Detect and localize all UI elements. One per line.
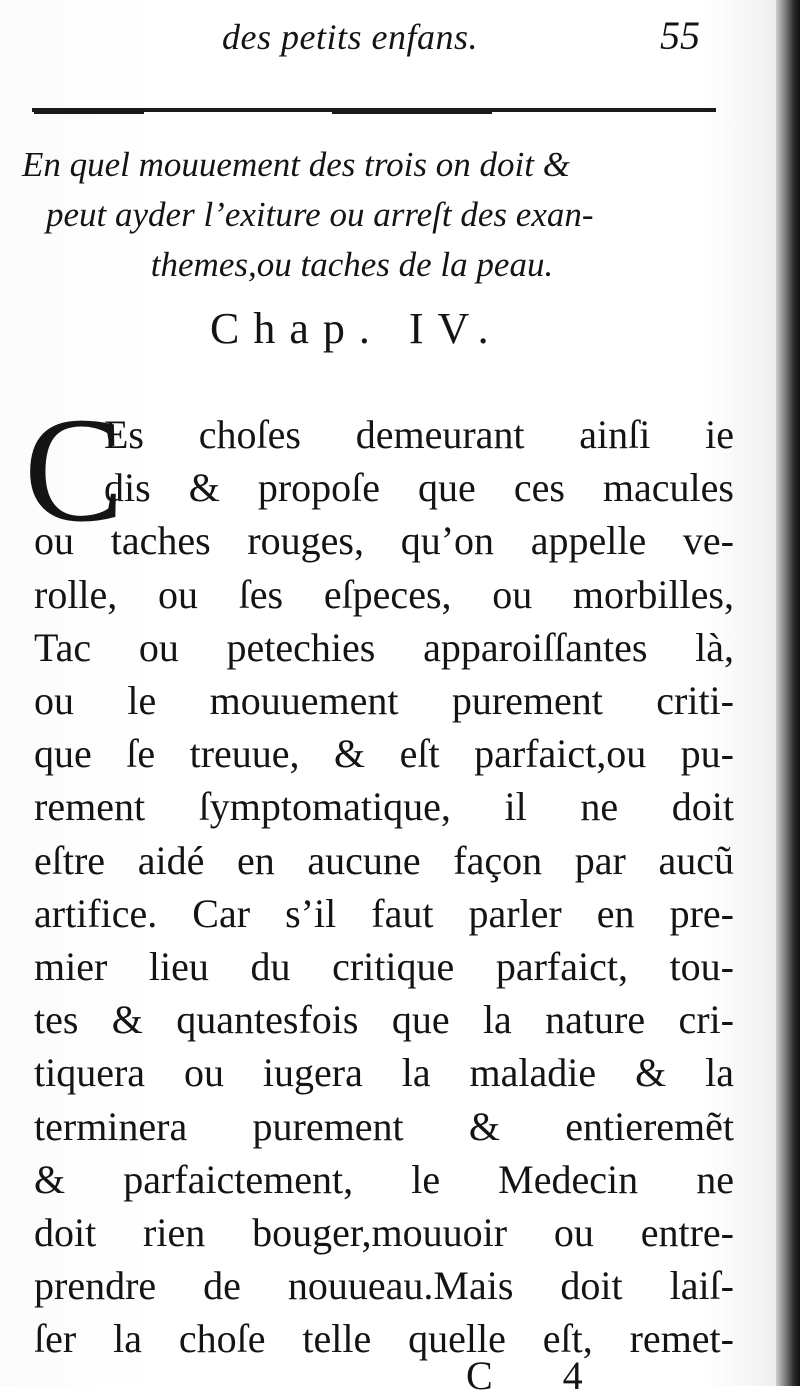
running-head: des petits enfans. [222, 17, 478, 57]
text-line: ou taches rouges, qu’on appelle ve- [34, 518, 734, 564]
subtitle-line: En quel mouuement des trois on doit & [22, 145, 570, 184]
text-line: ou le mouuement purement criti- [34, 678, 734, 724]
text-line: ſer la choſe telle quelle eſt, remet- [34, 1316, 734, 1362]
text-line: que ſe treuue, & eſt parfaict,ou pu- [34, 731, 734, 777]
text-line: artifice. Car s’il faut parler en pre- [34, 890, 734, 936]
drop-cap: C [24, 387, 125, 553]
header-rule [32, 107, 716, 116]
body-text [34, 408, 734, 1366]
text-line: eſtre aidé en aucune façon par aucũ [34, 837, 734, 883]
text-line: mier lieu du critique parfaict, tou- [34, 944, 734, 990]
book-spine-shadow [776, 0, 800, 1386]
text-line: rolle, ou ſes eſpeces, ou morbilles, [34, 571, 734, 617]
text-line: terminera purement & entieremẽt [34, 1103, 734, 1149]
text-line: tes & quantesfois que la nature cri- [34, 997, 734, 1043]
text-line: Es choſes demeurant ainſi ie [104, 412, 734, 457]
subtitle-line: themes,ou taches de la peau. [150, 245, 554, 284]
subtitle-line: peut ayder l’exiture ou arreſt des exan- [46, 195, 594, 234]
text-line: dis & propoſe que ces macules [104, 465, 734, 511]
text-line: & parfaictement, le Medecin ne [34, 1156, 734, 1202]
text-line: Tac ou petechies apparoiſſantes là, [34, 624, 734, 670]
text-line: doit rien bouger,mouuoir ou entre- [34, 1210, 734, 1256]
chapter-subtitle [22, 140, 742, 290]
page-number: 55 [660, 13, 700, 58]
signature-mark: C 4 [466, 1353, 613, 1398]
text-line: tiquera ou iugera la maladie & la [34, 1050, 734, 1096]
chapter-heading: Chap. IV. [210, 304, 503, 353]
text-line: prendre de nouueau.Mais doit laiſ- [34, 1263, 734, 1309]
text-line: rement ſymptomatique, il ne doit [34, 784, 734, 830]
